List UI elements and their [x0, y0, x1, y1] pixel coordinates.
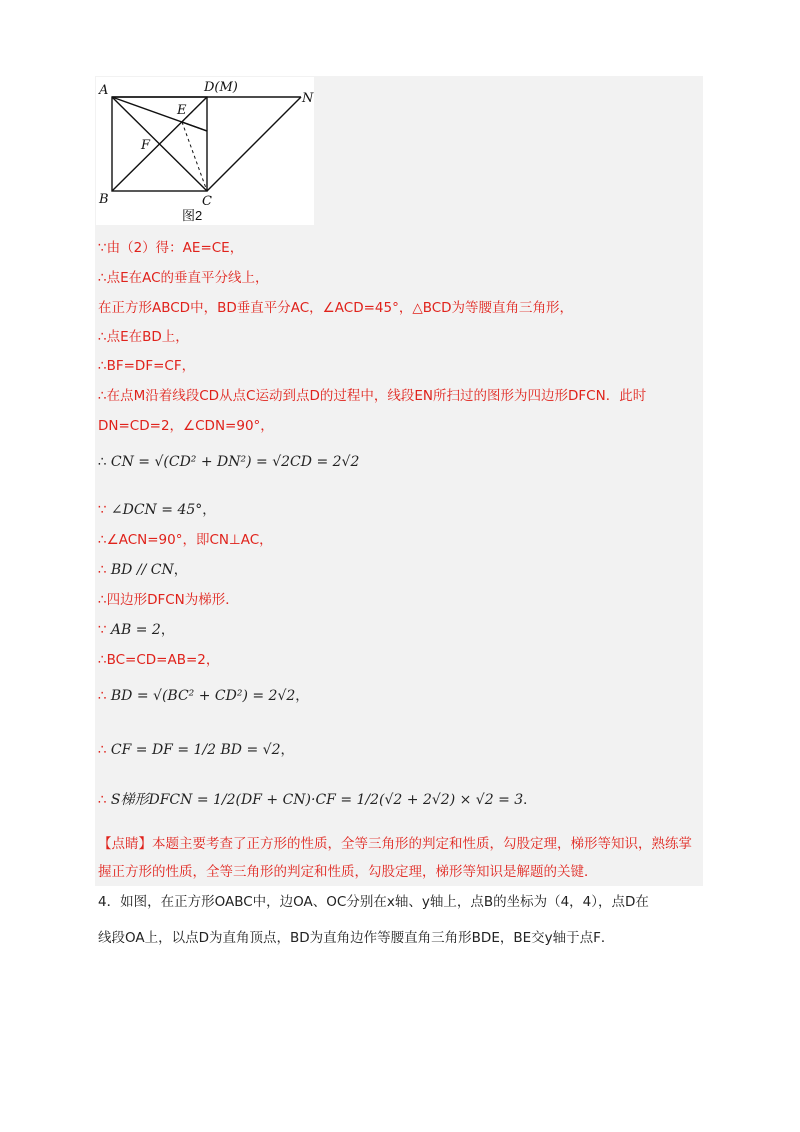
geometry-figure	[96, 77, 314, 225]
solution-line-17: ∴ S梯形DFCN = 1/2(DF + CN)·CF = 1/2(√2 + 2√2) × √2 = 3．	[98, 792, 537, 808]
solution-line-7: DN=CD=2，∠CDN=90°，	[98, 418, 274, 434]
question-4-line-2: 线段OA上，以点D为直角顶点，BD为直角边作等腰直角三角形BDE，BE交y轴于点F．	[98, 930, 615, 946]
solution-line-15: ∴ BD = √(BC² + CD²) = 2√2，	[98, 688, 309, 704]
figure-caption: 图2	[182, 208, 203, 223]
solution-line-13: ∵ AB = 2，	[98, 622, 175, 638]
question-4-line-1: 4．如图，在正方形OABC中，边OA、OC分别在x轴、y轴上，点B的坐标为（4，4），点D在	[98, 894, 649, 910]
label-d: D(M)	[204, 80, 238, 95]
label-b: B	[99, 192, 109, 207]
comment-note: 【点睛】本题主要考查了正方形的性质，全等三角形的判定和性质，勾股定理，梯形等知识，熟练掌握正方形的性质，全等三角形的判定和性质，勾股定理，梯形等知识是解题的关键．	[98, 836, 692, 880]
solution-line-4: ∴点E在BD上，	[98, 329, 189, 345]
label-n: N	[302, 91, 314, 106]
solution-line-12: ∴四边形DFCN为梯形．	[98, 592, 239, 608]
solution-line-1: ∵由（2）得：AE=CE，	[98, 240, 244, 256]
formula-ab: AB = 2	[110, 622, 161, 638]
label-a: A	[99, 83, 109, 98]
solution-line-16: ∴ CF = DF = 1/2 BD = √2，	[98, 742, 294, 758]
solution-line-14: ∴BC=CD=AB=2，	[98, 652, 220, 668]
solution-line-2: ∴点E在AC的垂直平分线上，	[98, 270, 269, 286]
label-c: C	[202, 194, 212, 209]
label-f: F	[141, 138, 151, 153]
formula-cn: CN = √(CD² + DN²) = √2CD = 2√2	[110, 454, 360, 470]
formula-bd: BD = √(BC² + CD²) = 2√2	[110, 688, 296, 704]
solution-line-9: ∵ ∠DCN = 45°，	[98, 502, 216, 518]
label-e: E	[177, 103, 187, 118]
solution-line-3: 在正方形ABCD中，BD垂直平分AC，∠ACD=45°，△BCD为等腰直角三角形，	[98, 300, 574, 316]
solution-line-6: ∴在点M沿着线段CD从点C运动到点D的过程中，线段EN所扫过的图形为四边形DFCN．此时	[98, 388, 647, 404]
formula-angle-dcn: ∠DCN = 45°	[110, 502, 203, 518]
formula-parallel: BD // CN	[110, 562, 174, 578]
solution-line-11: ∴ BD // CN，	[98, 562, 188, 578]
solution-line-5: ∴BF=DF=CF，	[98, 358, 196, 374]
formula-cf: CF = DF = 1/2 BD = √2	[110, 742, 281, 758]
square-diagram	[96, 77, 314, 225]
solution-line-8: ∴ CN = √(CD² + DN²) = √2CD = 2√2	[98, 454, 360, 470]
solution-line-10: ∴∠ACN=90°，即CN⊥AC，	[98, 532, 273, 548]
formula-area: S梯形DFCN = 1/2(DF + CN)·CF = 1/2(√2 + 2√2) × √2 = 3	[110, 792, 524, 808]
